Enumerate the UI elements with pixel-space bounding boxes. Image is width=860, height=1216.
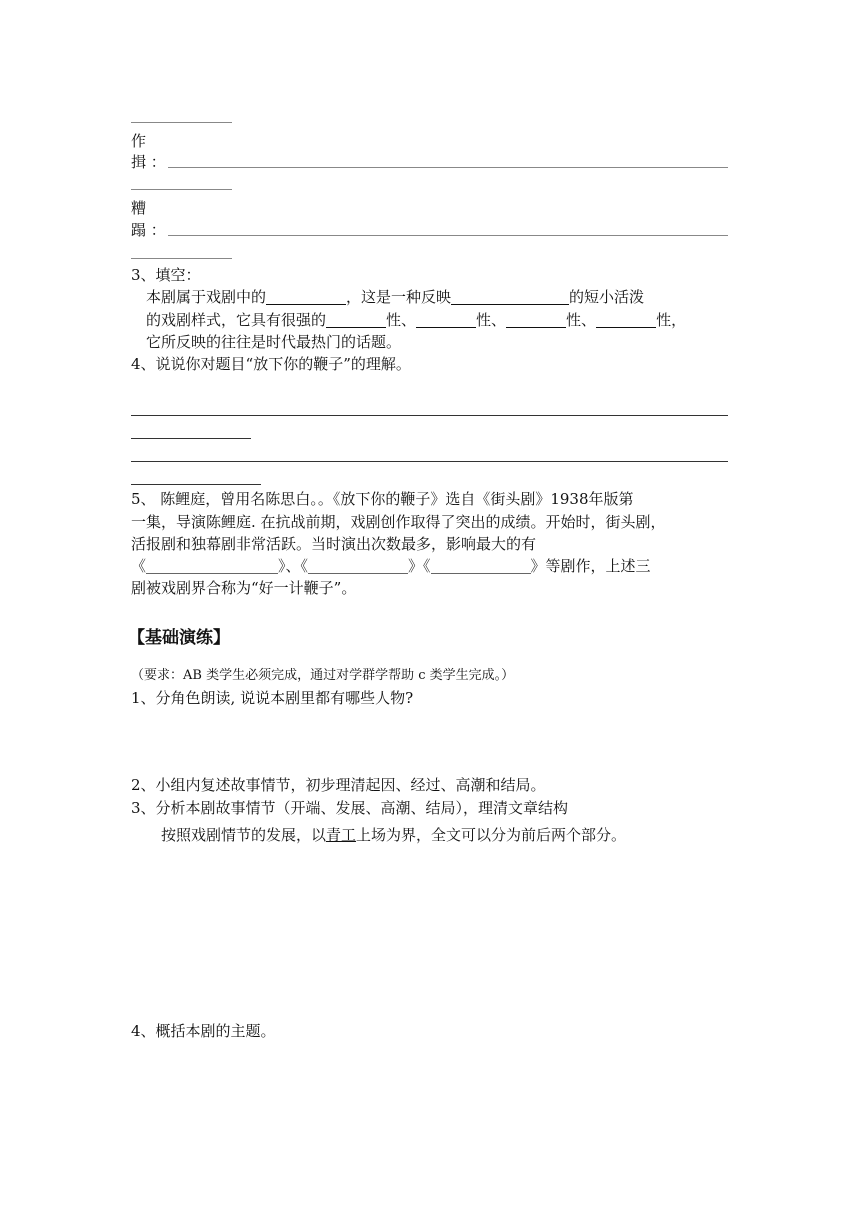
section-note: （要求：AB 类学生必须完成，通过对学群学帮助 c 类学生完成。） bbox=[131, 668, 515, 683]
practice-3: 3、分析本剧故事情节（开端、发展、高潮、结局），理清文章结构 bbox=[131, 799, 569, 817]
answer-line[interactable] bbox=[131, 484, 261, 485]
question-5-line-3: 活报剧和独幕剧非常活跃。当时演出次数最多，影响最大的有 bbox=[131, 535, 537, 553]
answer-line[interactable] bbox=[131, 461, 728, 462]
answer-line[interactable] bbox=[131, 258, 232, 259]
practice-3-sub: 按照戏剧情节的发展，以青工上场为界，全文可以分为前后两个部分。 bbox=[161, 826, 627, 844]
question-4-label: 4、说说你对题目“放下你的鞭子”的理解。 bbox=[131, 355, 411, 373]
vocab-char: 蹋 ： bbox=[131, 221, 166, 239]
answer-line[interactable] bbox=[131, 415, 728, 416]
vocab-char: 糟 bbox=[131, 199, 147, 217]
section-title: 【基础演练】 bbox=[128, 628, 230, 648]
fill-blank[interactable] bbox=[431, 558, 531, 574]
practice-1: 1、分角色朗读, 说说本剧里都有哪些人物? bbox=[131, 689, 414, 707]
fill-blank[interactable] bbox=[326, 312, 386, 328]
fill-blank[interactable] bbox=[451, 289, 569, 305]
question-3-line-1: 本剧属于戏剧中的 ，这是一种反映 的短小活泼 bbox=[146, 288, 645, 306]
question-3-line-2: 的戏剧样式，它具有很强的 性、 性、 性、 性， bbox=[146, 311, 687, 329]
question-5-line-5: 剧被戏剧界合称为“好一计鞭子”。 bbox=[131, 579, 357, 597]
answer-line[interactable] bbox=[131, 438, 251, 439]
question-5-line-1: 5、 陈鲤庭，曾用名陈思白。。《放下你的鞭子》选自《街头剧》1938年版第 bbox=[131, 490, 634, 508]
question-5-line-2: 一集，导演陈鲤庭. 在抗战前期，戏剧创作取得了突出的成绩。开始时，街头剧， bbox=[131, 513, 666, 531]
fill-blank[interactable] bbox=[308, 558, 408, 574]
fill-blank[interactable] bbox=[416, 312, 476, 328]
question-5-line-4: 《 》、《 》《 》等剧作，上述三 bbox=[131, 557, 651, 575]
answer-line[interactable] bbox=[168, 167, 728, 168]
practice-4: 4、概括本剧的主题。 bbox=[131, 1022, 276, 1040]
fill-blank[interactable] bbox=[596, 312, 656, 328]
practice-2: 2、小组内复述故事情节，初步理清起因、经过、高潮和结局。 bbox=[131, 776, 546, 794]
question-3-label: 3、填空： bbox=[131, 266, 201, 284]
fill-blank[interactable] bbox=[146, 558, 278, 574]
answer-line[interactable] bbox=[131, 122, 232, 123]
fill-blank[interactable] bbox=[506, 312, 566, 328]
answer-line[interactable] bbox=[131, 189, 232, 190]
vocab-char: 揖 ： bbox=[131, 153, 166, 171]
question-3-line-3: 它所反映的往往是时代最热门的话题。 bbox=[146, 333, 402, 351]
fill-blank[interactable] bbox=[266, 289, 346, 305]
answer-line[interactable] bbox=[168, 235, 728, 236]
vocab-char: 作 bbox=[131, 132, 147, 150]
